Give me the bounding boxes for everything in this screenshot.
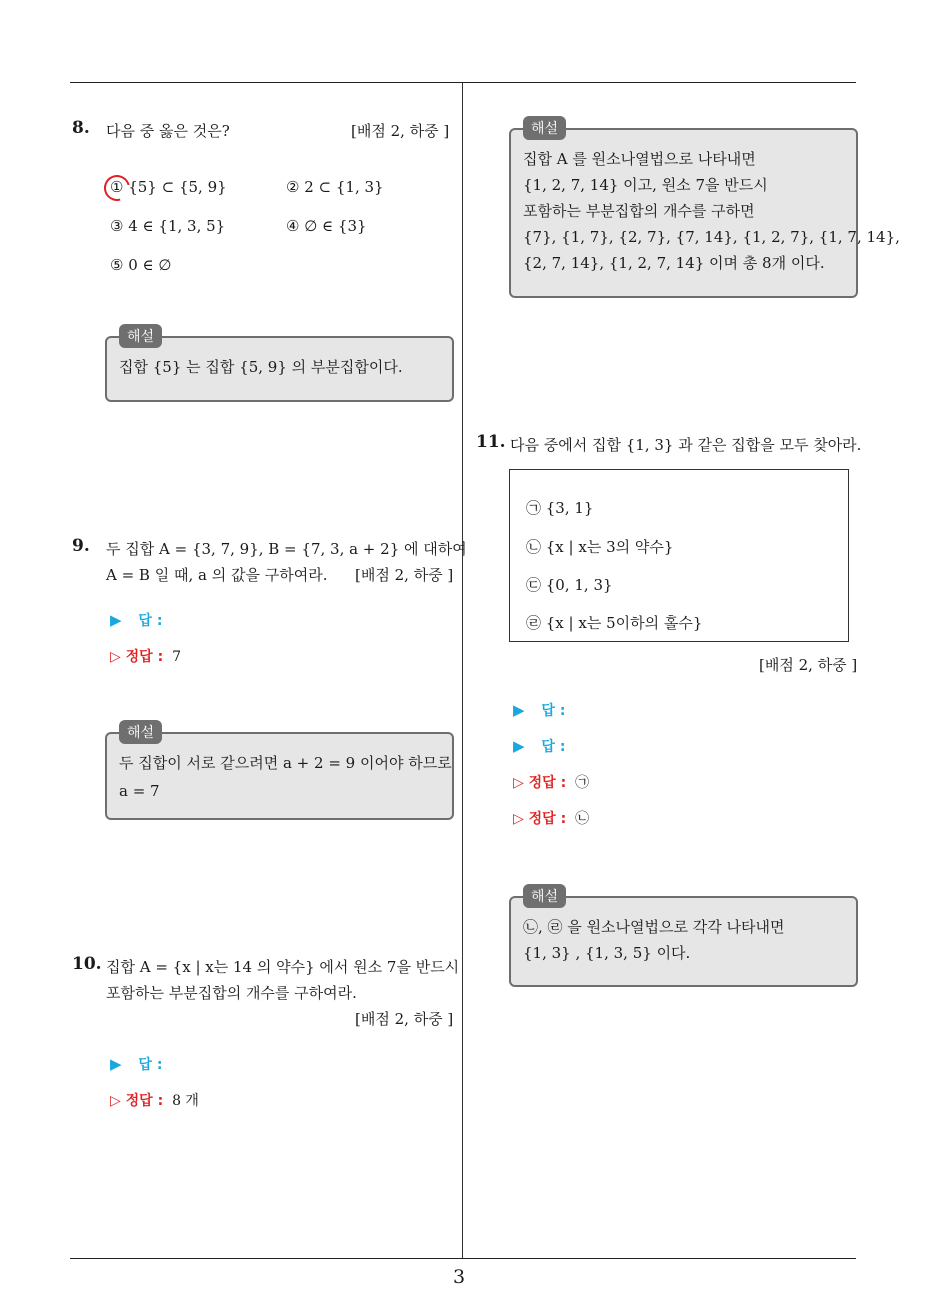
explanation-line5: {2, 7, 14}, {1, 2, 7, 14} 이며 총 8개 이다.	[523, 254, 825, 272]
explanation-tag: 해설	[119, 324, 162, 348]
choice-4[interactable]: ④ ∅ ∈ {3}	[286, 217, 367, 235]
column-divider	[462, 83, 463, 1258]
item-a: ㉠ {3, 1}	[526, 499, 594, 517]
correct-value: 8 개	[172, 1093, 199, 1109]
outline-triangle-icon: ▷	[513, 811, 524, 827]
explanation-line2: {1, 2, 7, 14} 이고, 원소 7을 반드시	[523, 176, 768, 194]
correct-label: 정답 :	[125, 649, 164, 665]
outline-triangle-icon: ▷	[110, 1093, 121, 1109]
explanation-text: 집합 {5} 는 집합 {5, 9} 의 부분집합이다.	[119, 358, 403, 376]
play-triangle-icon: ▶	[110, 1055, 122, 1073]
score-label: [배점 2, 하중 ]	[355, 1010, 454, 1028]
question-number: 8.	[72, 118, 90, 138]
explanation-line4: {7}, {1, 7}, {2, 7}, {7, 14}, {1, 2, 7}, {1, 7, 14},	[523, 228, 900, 246]
question-number: 9.	[72, 536, 90, 556]
explanation-tag: 해설	[119, 720, 162, 744]
explanation-box	[509, 896, 858, 987]
correct-answer-row-2	[513, 808, 589, 828]
question-text-line2: A = B 일 때, a 의 값을 구하여라.	[106, 566, 328, 584]
score-label: [배점 2, 하중 ]	[759, 656, 858, 674]
score-label: [배점 2, 하중 ]	[351, 122, 450, 140]
top-rule	[70, 82, 856, 83]
correct-answer-row	[110, 1090, 199, 1110]
answer-row-2	[513, 736, 565, 756]
page-number: 3	[453, 1266, 466, 1288]
explanation-line1: 집합 A 를 원소나열법으로 나타내면	[523, 150, 756, 168]
answer-label: 답 :	[541, 703, 566, 719]
correct-label: 정답 :	[528, 775, 567, 791]
correct-label: 정답 :	[528, 811, 567, 827]
outline-triangle-icon: ▷	[513, 775, 524, 791]
explanation-line2: a = 7	[119, 782, 160, 800]
explanation-box	[105, 732, 454, 820]
choice-1[interactable]: ① {5} ⊂ {5, 9}	[110, 178, 227, 196]
answer-row	[110, 610, 162, 630]
explanation-line2: {1, 3} , {1, 3, 5} 이다.	[523, 944, 691, 962]
question-number: 10.	[72, 954, 102, 974]
correct-value: ㉠	[575, 775, 590, 791]
bottom-rule	[70, 1258, 856, 1259]
answer-label: 답 :	[138, 613, 163, 629]
q10-explanation-box	[509, 128, 900, 298]
explanation-line1: 두 집합이 서로 같으려면 a + 2 = 9 이어야 하므로	[119, 754, 452, 772]
correct-label: 정답 :	[125, 1093, 164, 1109]
answer-row	[110, 1054, 162, 1074]
outline-triangle-icon: ▷	[110, 649, 121, 665]
correct-answer-row	[110, 646, 181, 666]
answer-row-1	[513, 700, 565, 720]
question-number: 11.	[476, 432, 506, 452]
q10-explanation-tag: 해설	[523, 116, 566, 140]
question-text: 다음 중 옳은 것은?	[106, 122, 230, 140]
correct-value: 7	[172, 649, 181, 665]
question-text-line2: 포함하는 부분집합의 개수를 구하여라.	[106, 984, 357, 1002]
answer-label: 답 :	[138, 1057, 163, 1073]
correct-value: ㉡	[575, 811, 590, 827]
correct-answer-row-1	[513, 772, 589, 792]
question-text-line1: 두 집합 A = {3, 7, 9}, B = {7, 3, a + 2} 에 대하여	[106, 540, 467, 558]
question-text-line1: 집합 A = {x | x는 14 의 약수} 에서 원소 7을 반드시	[106, 958, 460, 976]
item-d: ㉣ {x | x는 5이하의 홀수}	[526, 614, 703, 632]
item-list-frame	[509, 469, 849, 642]
explanation-tag: 해설	[523, 884, 566, 908]
play-triangle-icon: ▶	[513, 737, 525, 755]
question-text: 다음 중에서 집합 {1, 3} 과 같은 집합을 모두 찾아라.	[510, 436, 862, 454]
item-b: ㉡ {x | x는 3의 약수}	[526, 538, 674, 556]
choice-5[interactable]: ⑤ 0 ∈ ∅	[110, 256, 172, 274]
play-triangle-icon: ▶	[513, 701, 525, 719]
explanation-line3: 포함하는 부분집합의 개수를 구하면	[523, 202, 755, 220]
play-triangle-icon: ▶	[110, 611, 122, 629]
answer-label: 답 :	[541, 739, 566, 755]
choice-2[interactable]: ② 2 ⊂ {1, 3}	[286, 178, 384, 196]
score-label: [배점 2, 하중 ]	[355, 566, 454, 584]
choice-3[interactable]: ③ 4 ∈ {1, 3, 5}	[110, 217, 226, 235]
item-c: ㉢ {0, 1, 3}	[526, 576, 613, 594]
explanation-line1: ㉡, ㉣ 을 원소나열법으로 각각 나타내면	[523, 918, 785, 936]
